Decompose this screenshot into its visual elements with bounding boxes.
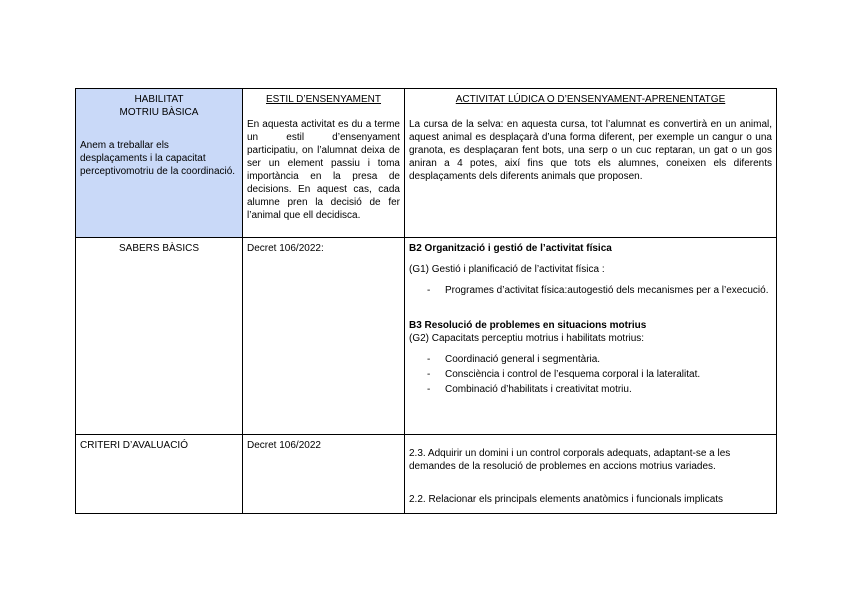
g1-line: (G1) Gestió i planificació de l’activitat física : — [409, 264, 605, 275]
g2-item: Coordinació general i segmentària. — [445, 354, 601, 365]
evaluation-criteria-label: CRITERI D’AVALUACIÓ — [76, 435, 243, 514]
g2-item: Combinació d’habilitats i creativitat motriu. — [445, 384, 632, 395]
block-b2-title: B2 Organització i gestió de l’activitat física — [409, 243, 612, 254]
criterion-2-2: 2.2. Relacionar els principals elements anatòmics i funcionals implicats — [409, 494, 724, 505]
list-item — [427, 353, 772, 366]
dash-bullet: - — [427, 369, 431, 380]
criterion-2-3: 2.3. Adquirir un domini i un control corporals adequats, adaptant-se a les demandes de la resolució de problemes en accions motrius variades. — [409, 448, 731, 472]
activity-title: ACTIVITAT LÚDICA O D’ENSENYAMENT-APRENENTATGE — [455, 94, 726, 105]
decree-label-2: Decret 106/2022 — [243, 435, 405, 514]
evaluation-criteria-content — [405, 435, 777, 514]
dash-bullet: - — [427, 354, 431, 365]
dash-bullet: - — [427, 384, 431, 395]
g2-item: Consciència i control de l’esquema corporal i la lateralitat. — [445, 369, 701, 380]
skill-description: Anem a treballar els desplaçaments i la capacitat perceptivomotriu de la coordinació. — [80, 140, 236, 177]
skill-title-line1: HABILITAT — [134, 94, 184, 105]
list-item — [427, 284, 772, 297]
table-row — [76, 435, 777, 514]
activity-cell — [405, 89, 777, 238]
teaching-style-cell — [243, 89, 405, 238]
basic-knowledge-content — [405, 238, 777, 435]
table-row — [76, 89, 777, 238]
lesson-table — [75, 88, 777, 514]
teaching-style-body: En aquesta activitat es du a terme un estil d’ensenyament participatiu, on l’alumnat deixa de ser un element passiu i toma importància en la presa de decisions. En aquest cas, cada alumne pren la decisió de fer l’animal que ell decidisca. — [247, 119, 400, 221]
activity-body: La cursa de la selva: en aquesta cursa, tot l’alumnat es convertirà en un animal, aquest animal es desplaçarà d’una forma diferent, per exemple un cangur o una granota, es desplaçaran fent bots, una serp o un cuc reptaran, un gat o un gos aniran a 4 potes, així fins que tots els alumnes, coneixen els diferents desplaçaments dels diferents animals que proposen. — [409, 119, 772, 182]
teaching-style-title: ESTIL D’ENSENYAMENT — [265, 94, 382, 105]
g1-item: Programes d’activitat física:autogestió dels mecanismes per a l’execució. — [445, 285, 769, 296]
skill-title-line2: MOTRIU BÀSICA — [119, 107, 199, 118]
block-b3-title: B3 Resolució de problemes en situacions motrius — [409, 320, 647, 331]
list-item — [427, 368, 772, 381]
g2-line: (G2) Capacitats perceptiu motrius i habilitats motrius: — [409, 333, 645, 344]
decree-label: Decret 106/2022: — [243, 238, 405, 435]
table-row — [76, 238, 777, 435]
g2-list — [409, 353, 772, 396]
dash-bullet: - — [427, 285, 431, 296]
g1-list — [409, 284, 772, 297]
skill-cell — [76, 89, 243, 238]
basic-knowledge-label: SABERS BÀSICS — [76, 238, 243, 435]
list-item — [427, 383, 772, 396]
